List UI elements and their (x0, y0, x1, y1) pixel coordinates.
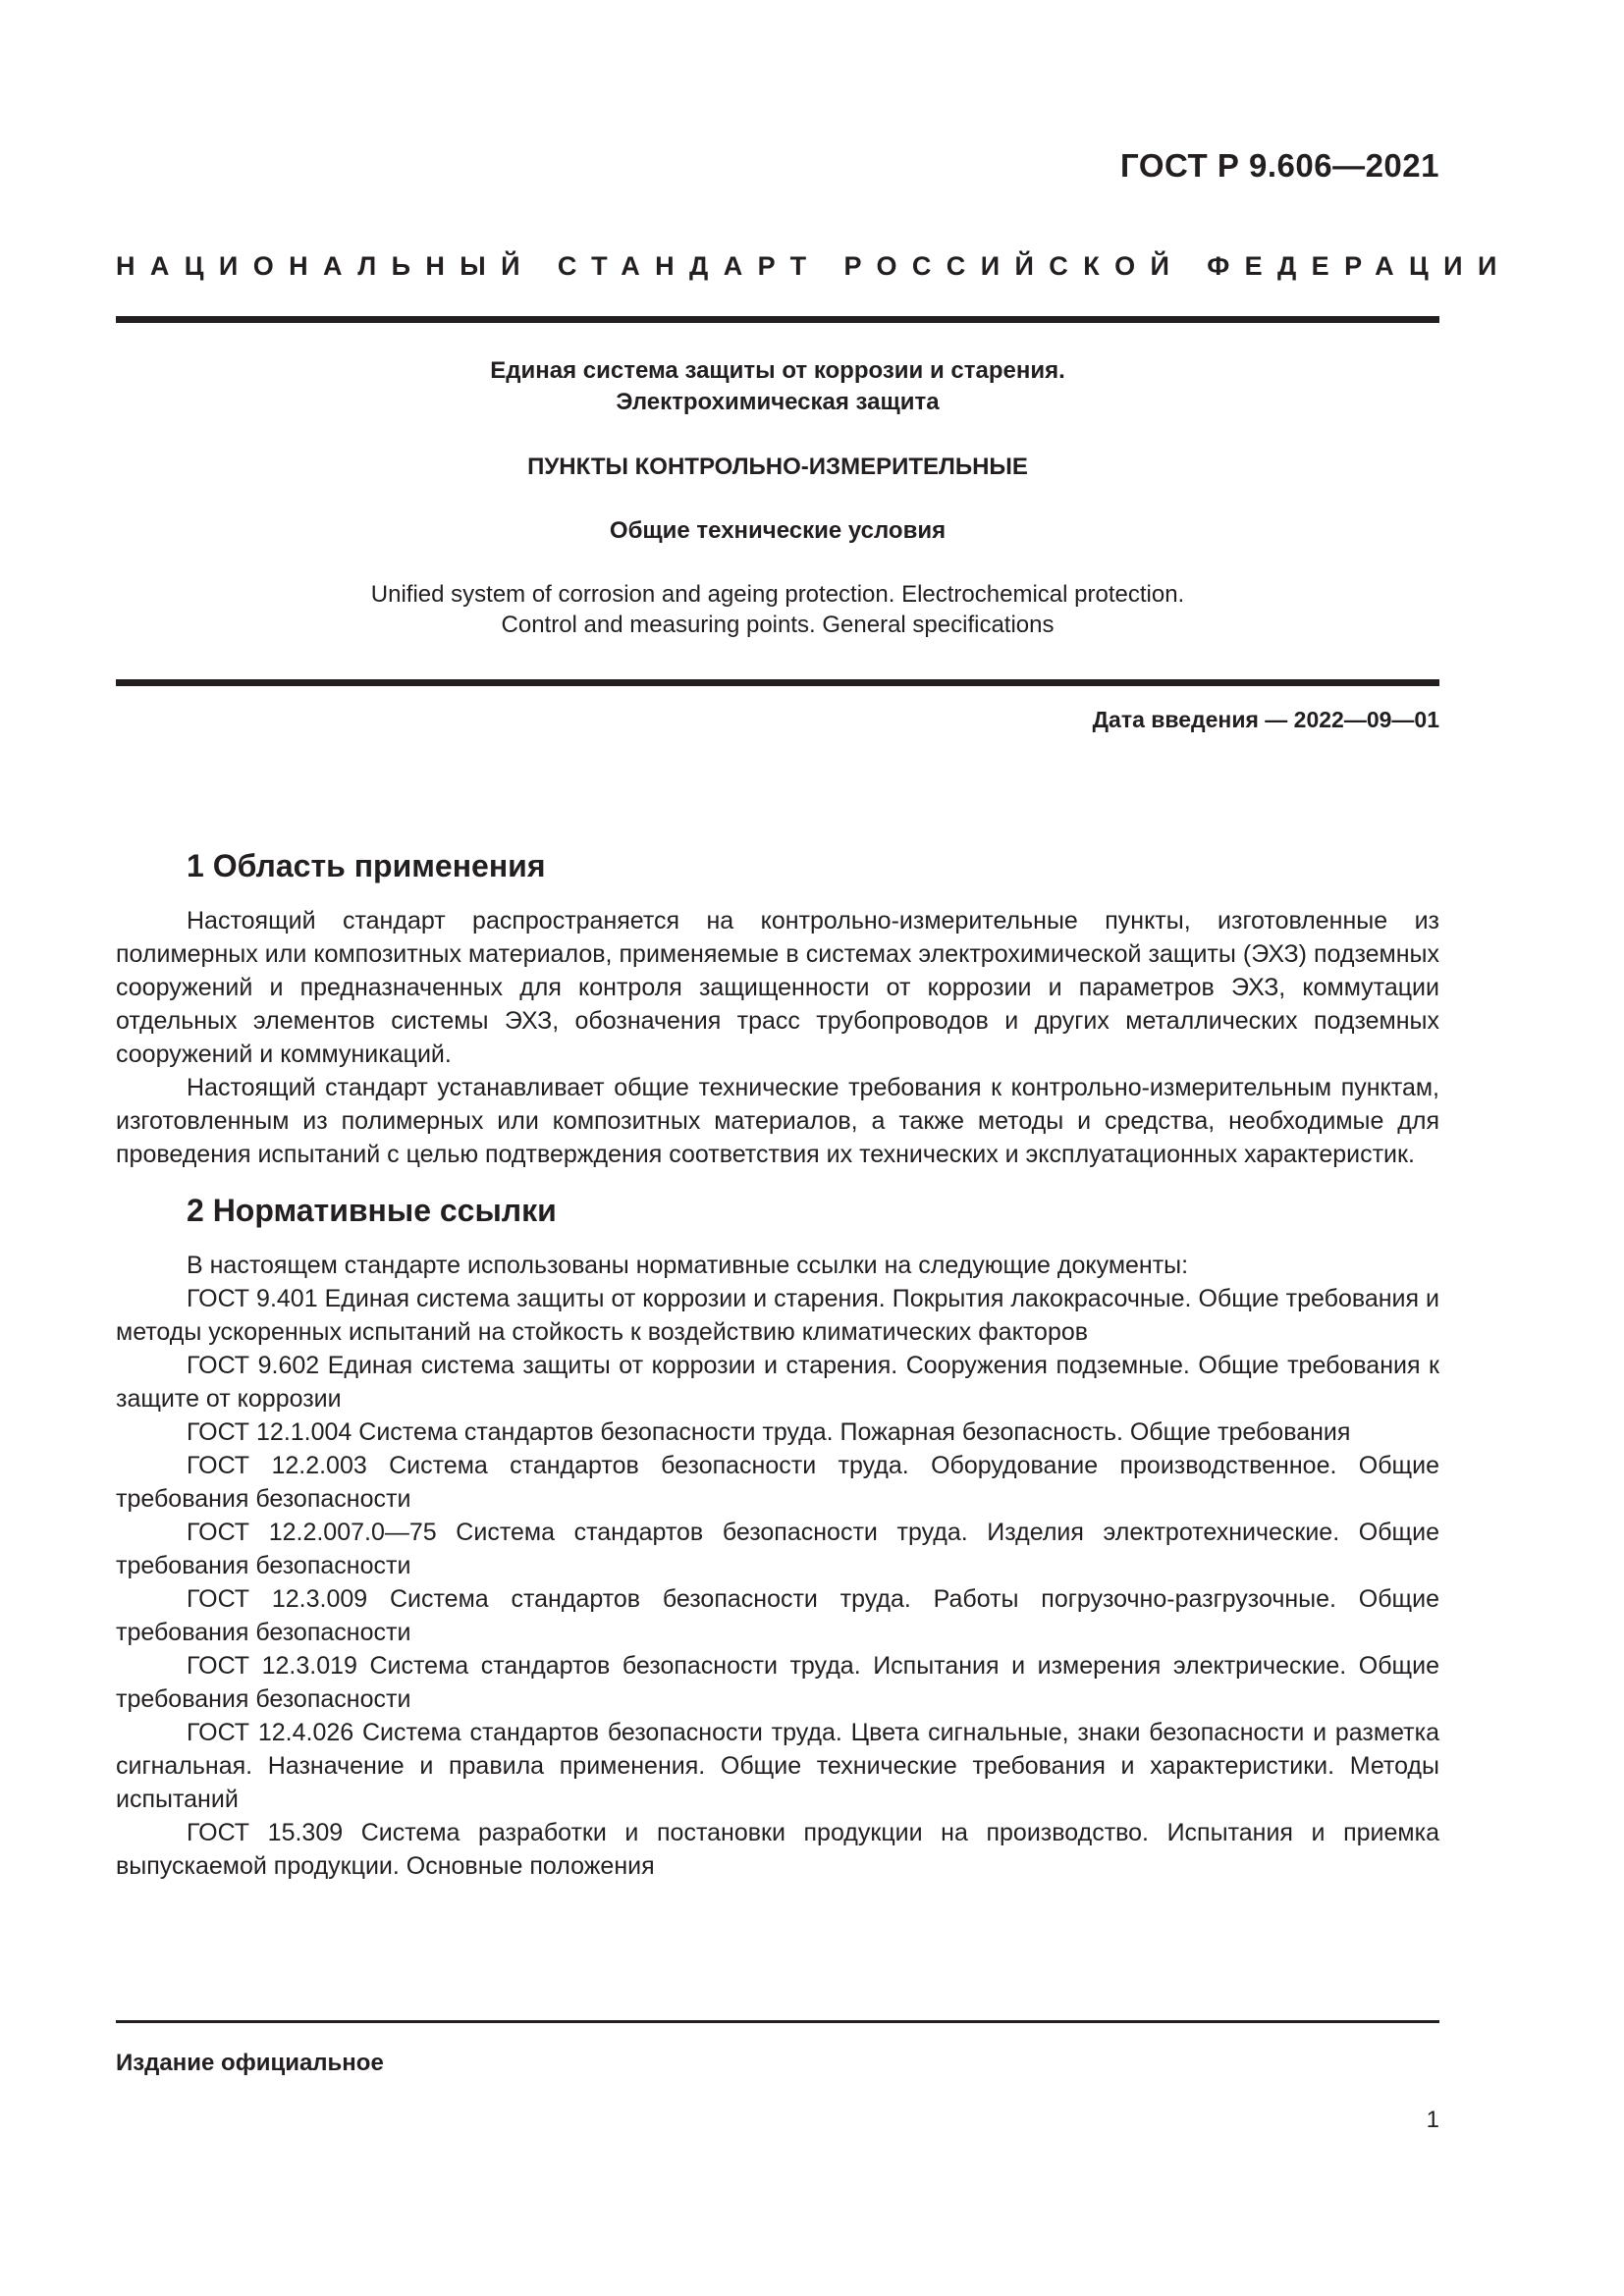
national-standard-banner: НАЦИОНАЛЬНЫЙ СТАНДАРТ РОССИЙСКОЙ ФЕДЕРАЦИИ (116, 251, 1512, 281)
normative-reference: ГОСТ 15.309 Система разработки и постановки продукции на производство. Испытания и приемка выпускаемой продукции. Основные положения (116, 1819, 1439, 1880)
normative-reference: ГОСТ 12.3.019 Система стандартов безопасности труда. Испытания и измерения электрические. Общие требования безопасности (116, 1652, 1439, 1713)
normative-reference: ГОСТ 12.4.026 Система стандартов безопасности труда. Цвета сигнальные, знаки безопасности и разметка сигнальная. Назначение и правила применения. Общие технические требования и характеристики. Методы испытаний (116, 1719, 1439, 1813)
english-title-line-1: Unified system of corrosion and ageing protection. Electrochemical protection. (370, 581, 1185, 608)
top-divider (116, 316, 1439, 323)
main-title: ПУНКТЫ КОНТРОЛЬНО-ИЗМЕРИТЕЛЬНЫЕ (527, 454, 1028, 480)
english-title-line-2: Control and measuring points. General specifications (501, 612, 1055, 638)
section-1-heading: 1 Область применения (187, 848, 546, 883)
section-1-paragraph: Настоящий стандарт распространяется на контрольно-измерительные пункты, изготовленные из полимерных или композитных материалов, применяемые в системах электрохимической защиты (ЭХЗ) подземных сооружений и предназначенных для контроля защищенности от коррозии и параметров ЭХЗ, коммутации отдельных элементов системы ЭХЗ, обозначения трасс трубопроводов и других металлических подземных сооружений и коммуникаций. (116, 907, 1439, 1068)
section-2-heading: 2 Нормативные ссылки (187, 1193, 557, 1228)
document-id: ГОСТ Р 9.606—2021 (1120, 147, 1439, 184)
section-1-paragraph: Настоящий стандарт устанавливает общие технические требования к контрольно-измерительным пунктам, изготовленным из полимерных или композитных материалов, а также методы и средства, необходимые для проведения испытаний с целью подтверждения соответствия их технических и эксплуатационных характеристик. (116, 1074, 1439, 1168)
edition-label: Издание официальное (116, 2050, 384, 2076)
title-line-2: Электрохимическая защита (616, 389, 940, 415)
normative-reference: ГОСТ 9.401 Единая система защиты от коррозии и старения. Покрытия лакокрасочные. Общие требования и методы ускоренных испытаний на стойкость к воздействию климатических факторов (116, 1285, 1439, 1346)
subtitle: Общие технические условия (609, 517, 947, 544)
english-title (116, 579, 1439, 640)
section-2-paragraph: В настоящем стандарте использованы нормативные ссылки на следующие документы: (187, 1252, 1189, 1279)
footer-divider (116, 2020, 1439, 2023)
title-block (116, 355, 1439, 418)
introduction-date: Дата введения — 2022—09—01 (1092, 707, 1439, 732)
normative-reference: ГОСТ 12.3.009 Система стандартов безопасности труда. Работы погрузочно-разгрузочные. Общие требования безопасности (116, 1585, 1439, 1646)
title-divider (116, 679, 1439, 686)
normative-reference: ГОСТ 12.1.004 Система стандартов безопасности труда. Пожарная безопасность. Общие требования (187, 1418, 1351, 1446)
document-body (116, 848, 1439, 1883)
title-line-1: Единая система защиты от коррозии и старения. (490, 357, 1065, 384)
normative-reference: ГОСТ 9.602 Единая система защиты от коррозии и старения. Сооружения подземные. Общие требования к защите от коррозии (116, 1352, 1439, 1413)
page-number: 1 (1426, 2107, 1439, 2133)
normative-reference: ГОСТ 12.2.007.0—75 Система стандартов безопасности труда. Изделия электротехнические. Общие требования безопасности (116, 1519, 1439, 1579)
normative-reference: ГОСТ 12.2.003 Система стандартов безопасности труда. Оборудование производственное. Общие требования безопасности (116, 1452, 1439, 1513)
